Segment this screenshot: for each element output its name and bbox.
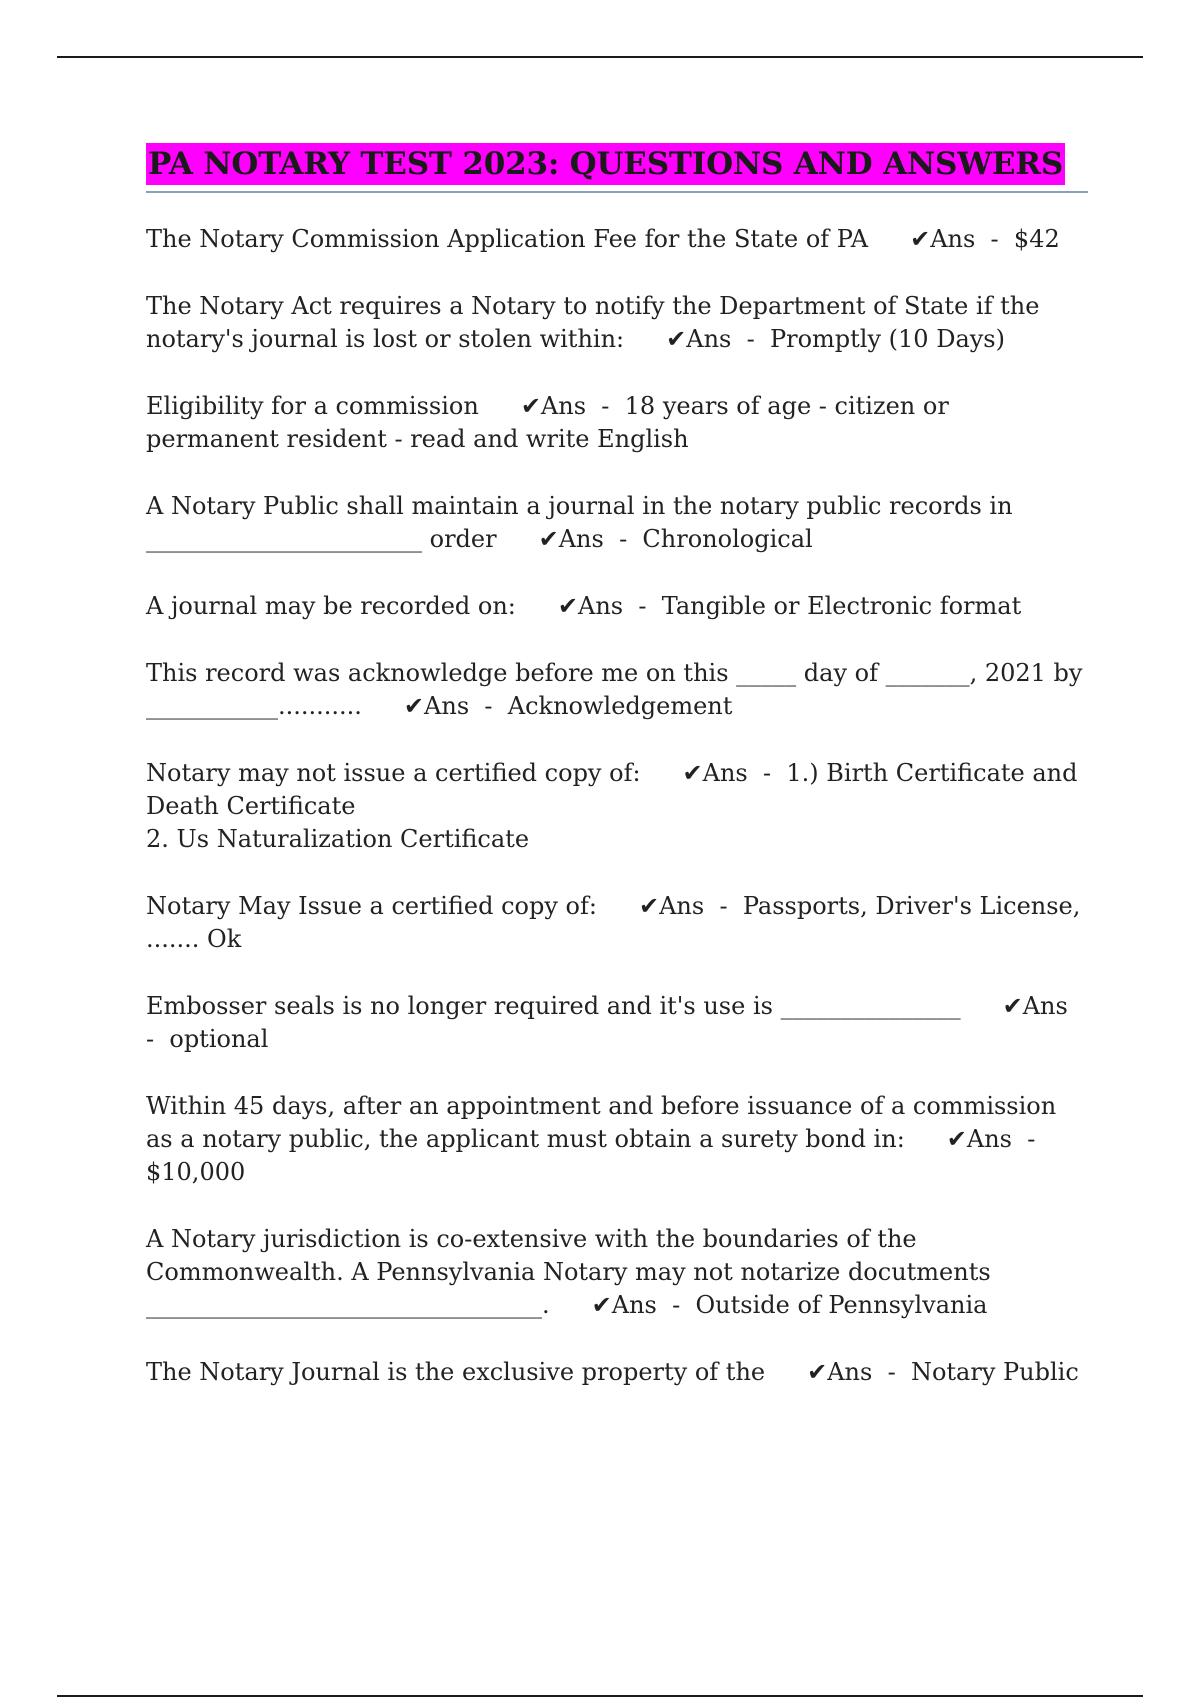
qa-item-12 bbox=[146, 1356, 1088, 1389]
answer-text: ✔Ans - 1.) Birth Certificate and Death Certificate 2. Us Naturalization Certificate bbox=[146, 759, 1078, 853]
title-block bbox=[146, 143, 1088, 193]
question-text: This record was acknowledge before me on this _____ day of _______, 2021 by ___________........... bbox=[146, 659, 1091, 720]
answer-text: ✔Ans - Tangible or Electronic format bbox=[557, 592, 1022, 620]
answer-text: ✔Ans - optional bbox=[146, 992, 1084, 1053]
question-text: Notary May Issue a certified copy of: bbox=[146, 892, 597, 920]
answer-text: ✔Ans - Promptly (10 Days) bbox=[666, 325, 1005, 353]
qa-item-3 bbox=[146, 390, 1088, 456]
question-text: Within 45 days, after an appointment and before issuance of a commission as a notary public, the applicant must obtain a surety bond in: bbox=[146, 1092, 1064, 1153]
question-text: Notary may not issue a certified copy of: bbox=[146, 759, 641, 787]
question-text: Embosser seals is no longer required and it's use is _______________ bbox=[146, 992, 961, 1020]
answer-text: ✔Ans - $42 bbox=[910, 225, 1060, 253]
document-body bbox=[146, 143, 1091, 1423]
qa-item-2 bbox=[146, 290, 1088, 356]
answer-text: ✔Ans - Notary Public bbox=[807, 1358, 1079, 1386]
qa-item-1 bbox=[146, 223, 1088, 256]
page-title: PA NOTARY TEST 2023: QUESTIONS AND ANSWERS bbox=[146, 143, 1065, 185]
answer-text: ✔Ans - $10,000 bbox=[146, 1125, 1051, 1186]
question-text: The Notary Journal is the exclusive property of the bbox=[146, 1358, 766, 1386]
question-text: A Notary jurisdiction is co-extensive with the boundaries of the Commonwealth. A Pennsylvania Notary may not notarize docutments _________________________________. bbox=[146, 1225, 999, 1319]
qa-item-4 bbox=[146, 490, 1088, 556]
answer-text: ✔Ans - Acknowledgement bbox=[403, 692, 733, 720]
question-text: A Notary Public shall maintain a journal in the notary public records in _______________________ order bbox=[146, 492, 1021, 553]
question-text: The Notary Act requires a Notary to notify the Department of State if the notary's journal is lost or stolen within: bbox=[146, 292, 1048, 353]
qa-item-8 bbox=[146, 890, 1088, 956]
qa-item-6 bbox=[146, 657, 1091, 723]
answer-text: ✔Ans - Chronological bbox=[538, 525, 813, 553]
question-text: A journal may be recorded on: bbox=[146, 592, 516, 620]
answer-text: ✔Ans - 18 years of age - citizen or permanent resident - read and write English bbox=[146, 392, 957, 453]
qa-item-7 bbox=[146, 757, 1088, 856]
qa-item-10 bbox=[146, 1090, 1088, 1189]
question-text: Eligibility for a commission bbox=[146, 392, 479, 420]
qa-item-9 bbox=[146, 990, 1088, 1056]
top-rule bbox=[57, 56, 1143, 58]
qa-item-11 bbox=[146, 1223, 1088, 1322]
qa-item-5 bbox=[146, 590, 1088, 623]
answer-text: ✔Ans - Passports, Driver's License, ....... Ok bbox=[146, 892, 1089, 953]
bottom-rule bbox=[57, 1695, 1143, 1697]
question-text: The Notary Commission Application Fee for the State of PA bbox=[146, 225, 869, 253]
answer-text: ✔Ans - Outside of Pennsylvania bbox=[591, 1291, 988, 1319]
